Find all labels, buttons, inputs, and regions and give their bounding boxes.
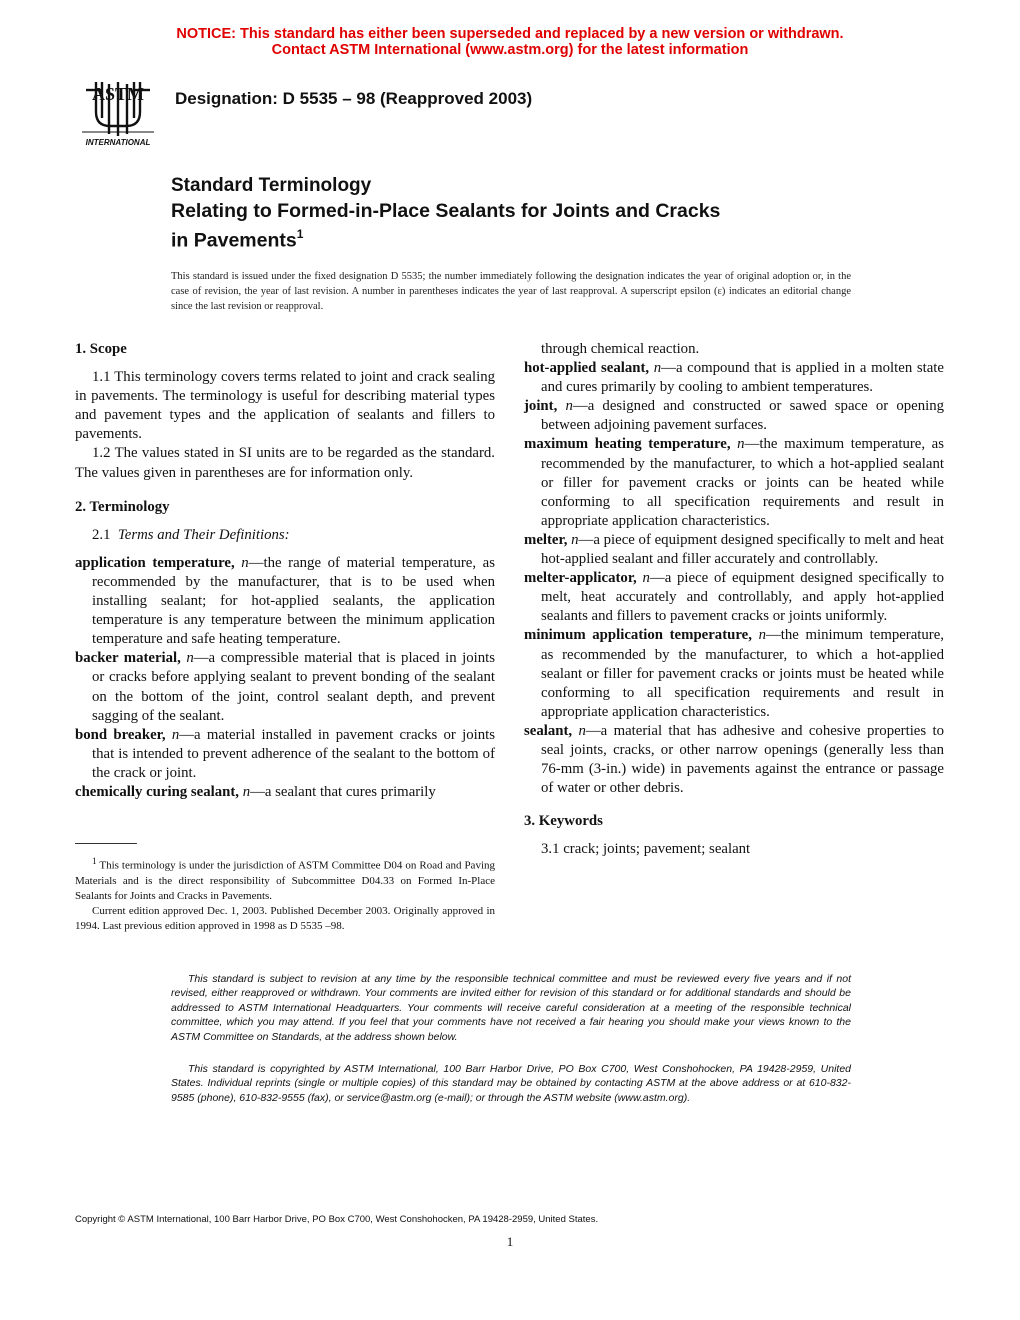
- right-column: [524, 340, 944, 859]
- definition-text: —a piece of equipment designed specifically to melt and heat hot-applied sealant and filler accurately and controllably.: [541, 531, 944, 568]
- left-column: [75, 340, 495, 802]
- definition-item: [75, 726, 495, 783]
- definition-pos: n: [578, 722, 586, 739]
- definition-text: —the minimum temperature, as recommended by the manufacturer, to which a hot-applied sealant or filler for pavement cracks or joints must be heated while conforming to all specification requirements and result in appropriate application characteristics.: [541, 627, 944, 720]
- title-line-3-text: in Pavements: [171, 229, 297, 252]
- definition-text: —the range of material temperature, as recommended by the manufacturer, that is to be used when installing sealant; for hot-applied sealants, the application temperature is any temperature between the minimum application temperature and safe heating temperature.: [92, 554, 495, 648]
- copyright-notice-text: This standard is copyrighted by ASTM International, 100 Barr Harbor Drive, PO Box C700, West Conshohocken, PA 19428-2959, United States. Individual reprints (single or multiple copies) of this standard may be obtained by contacting ASTM at the above address or at 610-832-9585 (phone), 610-832-9555 (fax), or service@astm.org (e-mail); or through the ASTM website (www.astm.org).: [171, 1063, 851, 1104]
- definition-item: [75, 649, 495, 725]
- definition-pos: n: [653, 360, 662, 377]
- definition-term: joint,: [524, 398, 558, 415]
- definition-pos: n: [565, 398, 573, 415]
- definition-item: [524, 435, 944, 530]
- copyright-line: Copyright © ASTM International, 100 Barr Harbor Drive, PO Box C700, West Conshohocken, PA 19428-2959, United States.: [75, 1214, 599, 1225]
- footnote-marker: 1: [92, 856, 97, 866]
- terminology-heading: 2. Terminology: [75, 498, 170, 515]
- definition-pos: n: [571, 531, 579, 548]
- definition-pos: n: [241, 554, 249, 571]
- footnote-paragraph-2: Current edition approved Dec. 1, 2003. Published December 2003. Originally approved in 1994. Last previous edition approved in 1998 as D 5535 –98.: [75, 904, 495, 932]
- revision-notice-text: This standard is subject to revision at any time by the responsible technical committee and must be reviewed every five years and if not revised, either reapproved or withdrawn. Your comments are invited either for revision of this standard or for additional standards and should be addressed to ASTM International Headquarters. Your comments will receive careful consideration at a meeting of the responsible technical committee, which you may attend. If you feel that your comments have not received a fair hearing you should make your views known to the ASTM Committee on Standards, at the address shown below.: [171, 973, 851, 1043]
- definition-text: —a material that has adhesive and cohesive properties to seal joints, cracks, or other narrow openings (generally less than 76-mm (3-in.) wide) in pavements against the entrance or passage of water or other debris.: [541, 722, 944, 797]
- definition-text: —a designed and constructed or sawed space or opening between adjoining pavement surfaces.: [541, 398, 944, 434]
- title-line-1: Standard Terminology: [171, 175, 372, 196]
- definition-term: backer material,: [75, 650, 181, 667]
- footnote: [75, 854, 495, 934]
- definition-pos: n: [758, 627, 766, 644]
- footnote-text-1: This terminology is under the jurisdiction of ASTM Committee D04 on Road and Paving Materials and is the direct responsibility of Subcommittee D04.33 on Formed In-Place Sealants for Joints and Cracks in Pavements.: [75, 859, 495, 902]
- intro-paragraph: This standard is issued under the fixed designation D 5535; the number immediately following the designation indicates the year of original adoption or, in the case of revision, the year of last revision. A number in parentheses indicates the year of last reapproval. A superscript epsilon (ε) indicates an editorial change since the last revision or reapproval.: [171, 271, 851, 312]
- definition-text: —a piece of equipment designed specifically to melt, heat accurately and controllably, and apply hot-applied sealants and fillers to pavement cracks or joints uniformly.: [541, 570, 944, 625]
- designation: Designation: D 5535 – 98 (Reapproved 2003): [175, 89, 533, 108]
- scope-heading: 1. Scope: [75, 341, 127, 357]
- definition-text: —a material installed in pavement cracks or joints that is intended to prevent adherence of the sealant to the bottom of the crack or joint.: [92, 726, 495, 781]
- keywords-text: 3.1 crack; joints; pavement; sealant: [541, 841, 751, 858]
- title-line-3: [171, 223, 303, 253]
- definition-text: —the maximum temperature, as recommended by the manufacturer, to which a hot-applied sealant or filler for pavement cracks or joints can be heated while conforming to all specification requirements and result in appropriate application characteristics.: [541, 436, 945, 529]
- definition-term: minimum application temperature,: [524, 627, 752, 644]
- definition-item: [75, 783, 495, 802]
- definition-text: —a sealant that cures primarily: [250, 783, 436, 800]
- definition-text: —a compound that is applied in a molten state and cures primarily by cooling to ambient temperatures.: [541, 360, 944, 396]
- astm-logo: [76, 74, 160, 152]
- definition-item: [524, 722, 944, 798]
- subhead-number: 2.1: [92, 526, 111, 543]
- definition-pos: n: [171, 726, 180, 743]
- title-footnote-ref: 1: [296, 227, 304, 241]
- title-line-2: Relating to Formed-in-Place Sealants for Joints and Cracks: [171, 200, 721, 222]
- definition-item: [524, 359, 944, 397]
- footnote-paragraph-1: [75, 854, 495, 904]
- notice-line-1: NOTICE: This standard has either been superseded and replaced by a new version or withdrawn.: [176, 26, 844, 42]
- definition-term: melter,: [524, 531, 568, 548]
- definition-term: hot-applied sealant,: [524, 360, 650, 377]
- copyright-notice: [171, 1062, 851, 1105]
- terminology-subhead: [75, 526, 495, 545]
- revision-notice: [171, 972, 851, 1044]
- definition-term: sealant,: [524, 722, 573, 739]
- definition-pos: n: [642, 570, 650, 587]
- subhead-text: Terms and Their Definitions:: [117, 526, 290, 543]
- page-number: 1: [506, 1234, 514, 1249]
- definition-pos: n: [186, 650, 194, 667]
- definition-item: [524, 531, 944, 569]
- definition-text: —a compressible material that is placed in joints or cracks before applying sealant to prevent bonding of the sealant on the bottom of the joint, control sealant depth, and prevent sagging of the sealant.: [92, 650, 495, 724]
- logo-subtext: INTERNATIONAL: [85, 138, 151, 147]
- definition-pos: n: [737, 436, 745, 453]
- definition-item: [524, 569, 944, 626]
- scope-paragraph-2: 1.2 The values stated in SI units are to be regarded as the standard. The values given in parentheses are for information only.: [75, 445, 495, 481]
- definition-item: [75, 554, 495, 649]
- logo-text: ASTM: [91, 84, 145, 104]
- definition-term: chemically curing sealant,: [75, 783, 239, 800]
- definition-term: maximum heating temperature,: [524, 436, 731, 453]
- definition-term: melter-applicator,: [524, 570, 637, 587]
- definition-item: [524, 397, 944, 435]
- definition-pos: n: [242, 783, 251, 800]
- definition-term: bond breaker,: [75, 726, 166, 743]
- definition-continuation: through chemical reaction.: [541, 341, 700, 357]
- definition-term: application temperature,: [75, 554, 235, 571]
- footnote-rule: [75, 843, 137, 844]
- scope-paragraph-1: 1.1 This terminology covers terms related to joint and crack sealing in pavements. The terminology is useful for describing material types and pavement types and the application of sealants and fillers to pavements.: [75, 369, 495, 443]
- notice-line-2: Contact ASTM International (www.astm.org) for the latest information: [271, 42, 749, 58]
- definition-item: [524, 626, 944, 721]
- keywords-heading: 3. Keywords: [524, 813, 603, 830]
